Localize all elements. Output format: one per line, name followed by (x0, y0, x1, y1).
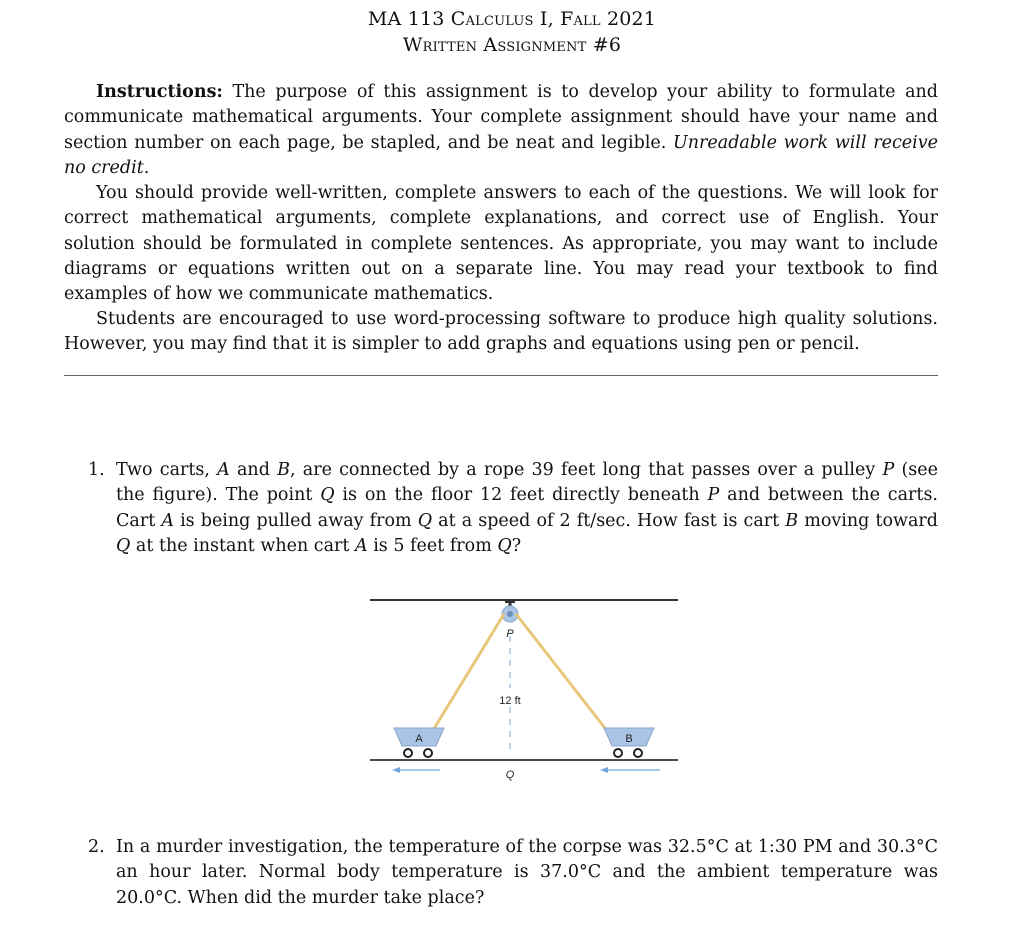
cart-a-label: A (415, 733, 423, 745)
rope-right (516, 614, 608, 732)
question-1 (88, 458, 938, 559)
question-text: Two carts, A and B, are connected by a rope 39 feet long that passes over a pulley P (see the figure). The point Q is on the floor 12 feet directly beneath P and between the carts. Cart A is being pulled away from Q at a speed of 2 ft/sec. How fast is cart B moving toward Q at the instant when cart A is 5 feet from Q? (116, 460, 939, 556)
floor-point-label: Q (505, 769, 515, 781)
cart-b-label: B (625, 733, 633, 745)
question-text: In a murder investigation, the temperature of the corpse was 32.5°C at 1:30 PM and 30.3°C an hour later. Normal body temperature is 37.0°C and the ambient temperature was 20.0°C. When did the murder take place? (116, 837, 938, 908)
instructions-paragraph-2: You should provide well-written, complete answers to each of the questions. We will look for correct mathematical arguments, complete explanations, and correct use of English. Your solution should be formulated in complete sentences. As appropriate, you may want to include diagrams or equations written out on a separate line. You may read your textbook to find examples of how we communicate mathematics. (64, 183, 938, 305)
instructions-label: Instructions: (96, 82, 223, 102)
cart-a-wheel (404, 749, 412, 757)
pulley-label: P (506, 628, 514, 640)
instructions-warning: Unreadable work will receive no credit. (64, 132, 938, 178)
assignment-title: Written Assignment #6 (402, 34, 622, 56)
cart-b-wheel (614, 749, 622, 757)
question-number: 1. (88, 460, 105, 480)
instructions-paragraph-3: Students are encouraged to use word-processing software to produce high quality solutions. However, you may find that it is simpler to add graphs and equations using pen or pencil. (64, 309, 938, 355)
pulley-figure (370, 592, 680, 792)
pulley-diagram (370, 592, 680, 792)
instructions-paragraph-1 (64, 80, 938, 181)
rope-left (432, 614, 504, 732)
question-2 (88, 835, 938, 911)
question-number: 2. (88, 837, 105, 857)
section-divider (64, 375, 938, 376)
course-title: MA 113 Calculus I, Fall 2021 (367, 8, 657, 30)
height-label: 12 ft (499, 695, 521, 707)
instructions-text: The purpose of this assignment is to develop your ability to formulate and communicate mathematical arguments. Your complete assignment should have your name and section number on each page, be stapled, and be neat and legible. (64, 82, 938, 153)
